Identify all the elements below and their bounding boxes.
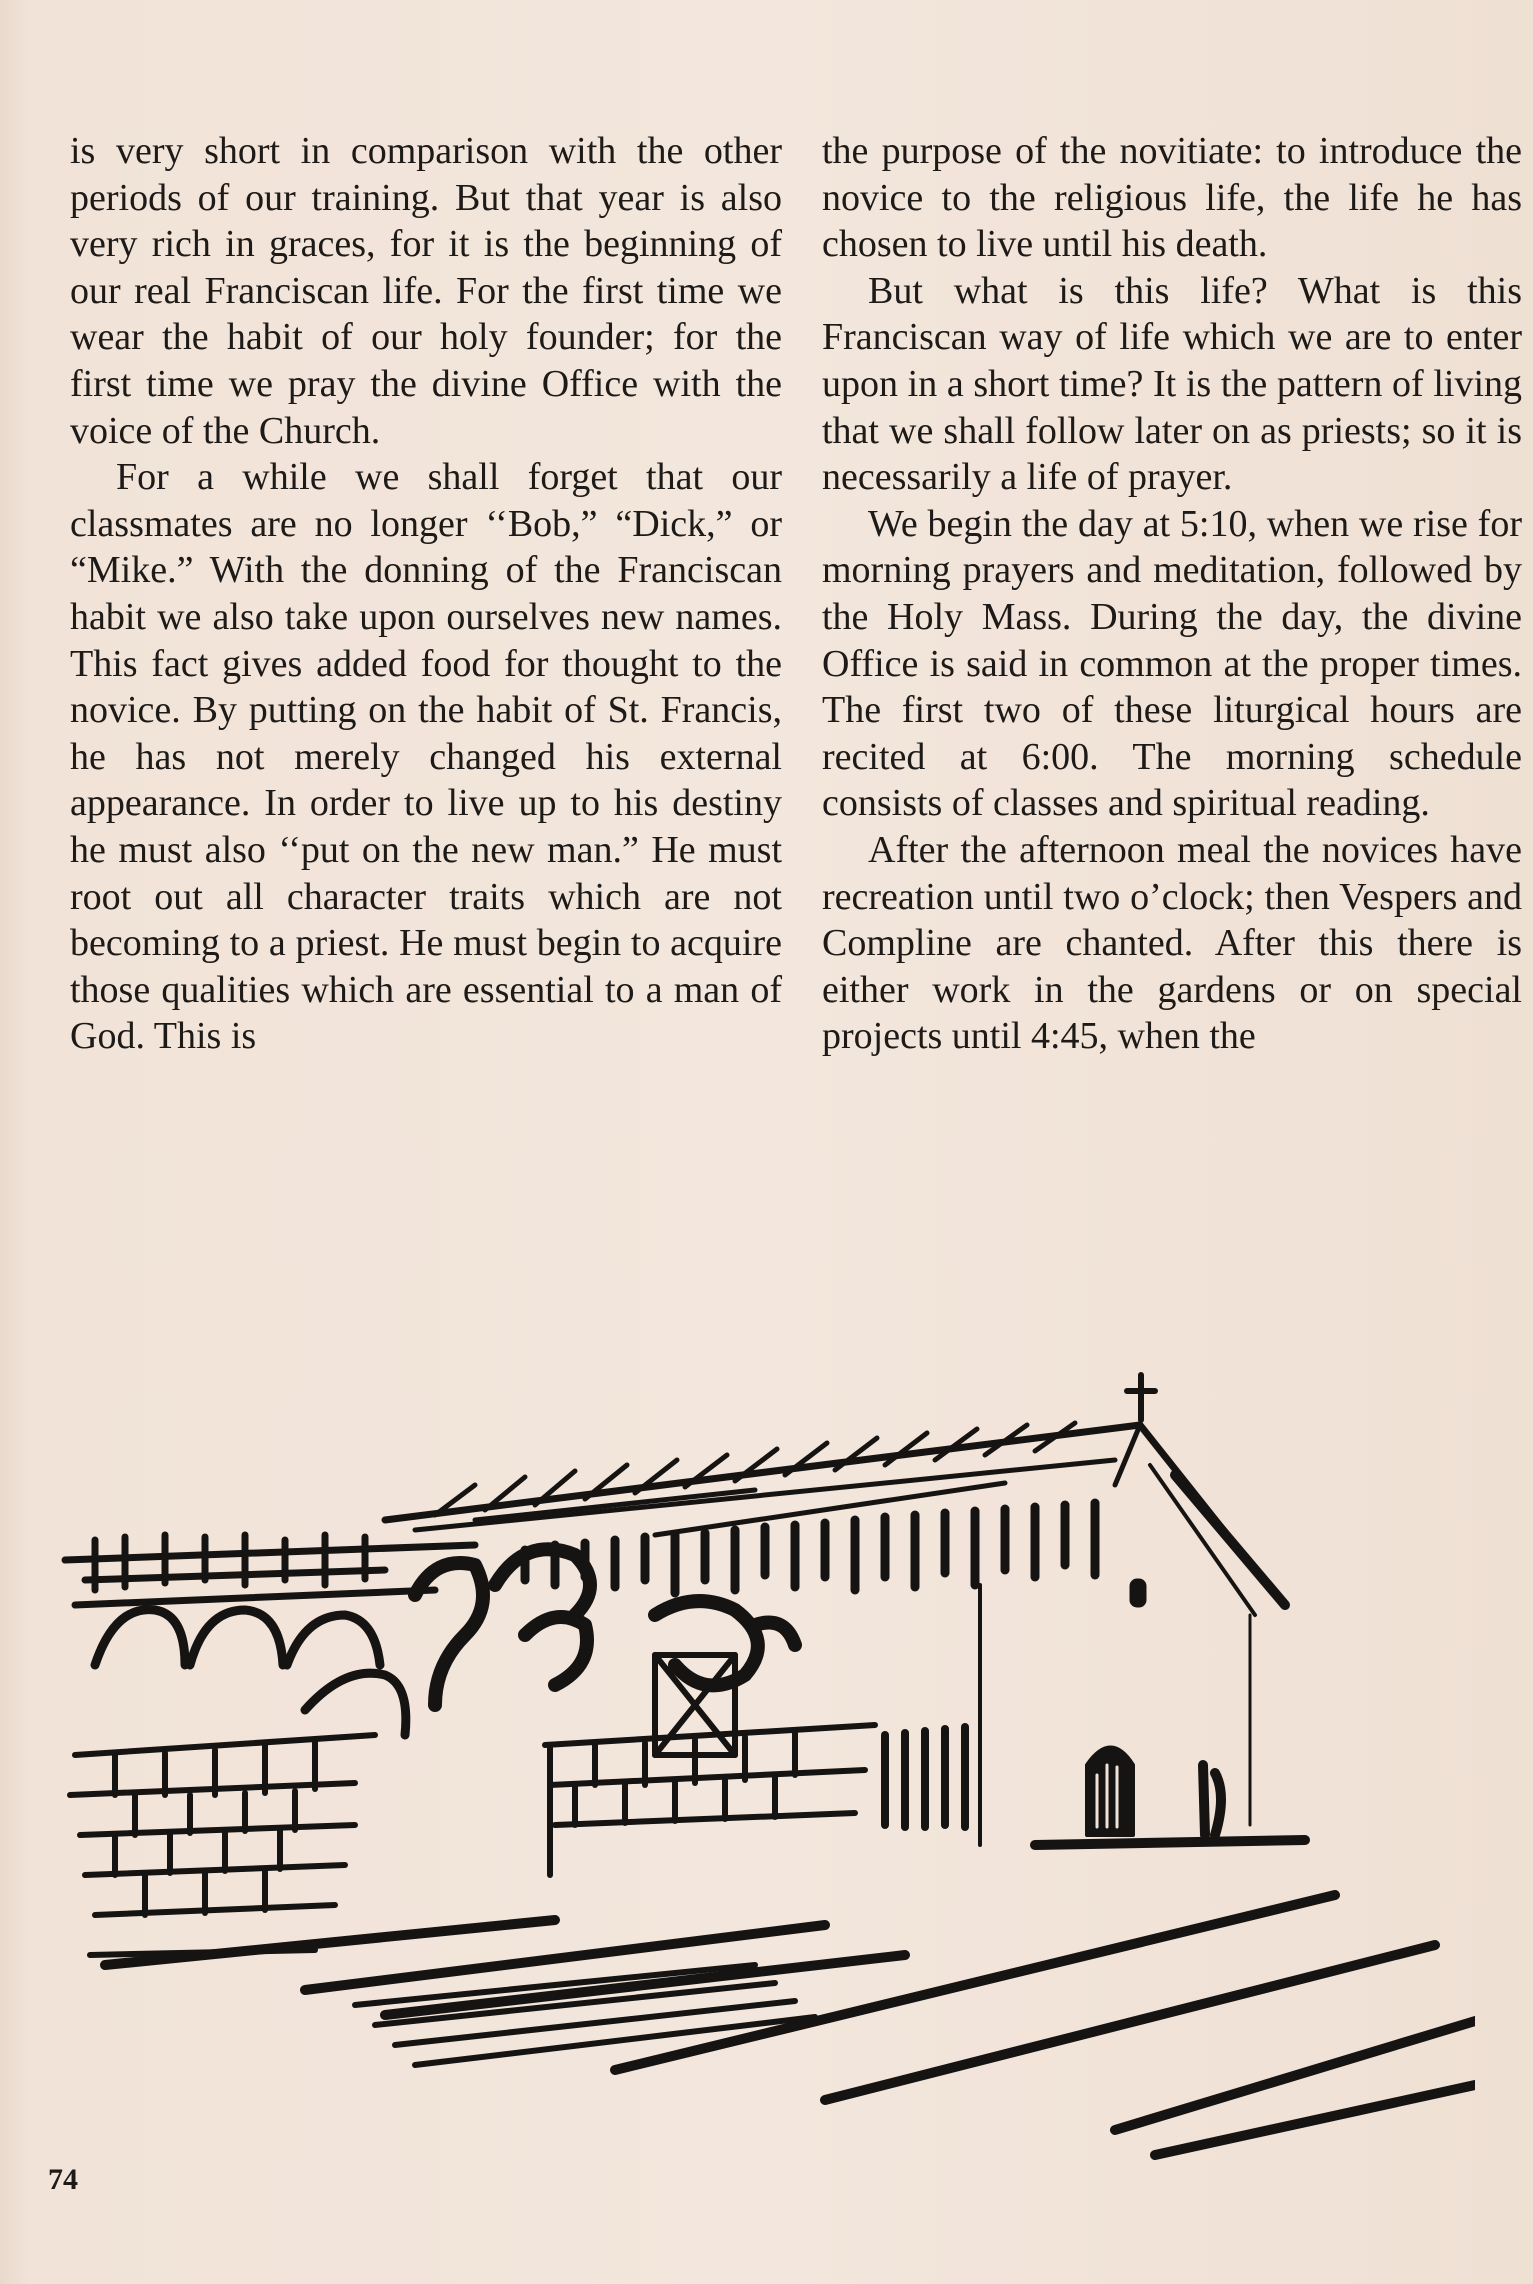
paragraph: After the afternoon meal the novices have recreation until two o’clock; then Vespers and Compline are chanted. After this there is either work in the gardens or on special projects until 4:45, when the (822, 828, 1522, 1058)
mission-church-illustration (55, 1365, 1475, 2165)
paragraph: We begin the day at 5:10, when we rise for morning prayers and meditation, followed by the Holy Mass. During the day, the divine Office is said in common at the proper times. The first two of these liturgical hours are recited at 6:00. The morning schedule consists of classes and spiritual reading. (822, 502, 1522, 825)
ground-strokes (105, 1840, 1475, 2155)
church-door (1087, 1748, 1133, 1836)
fence (885, 1727, 965, 1827)
colonnade-arches (95, 1610, 406, 1735)
paragraph: But what is this life? What is this Franciscan way of life which we are to enter upon in a short time? It is the pattern of living that we shall follow later on as priests; so it is necessarily a life of prayer. (822, 269, 1522, 499)
church-window (1131, 1580, 1145, 1606)
figure-silhouette (1203, 1765, 1221, 1835)
roof-tiles (415, 1423, 1115, 1535)
eave-shadows (525, 1503, 1095, 1593)
left-text-column (70, 128, 782, 1060)
cross-mark (1127, 1375, 1155, 1420)
paragraph: is very short in comparison with the other periods of our training. But that year is also very rich in graces, for it is the beginning of our real Franciscan life. For the first time we wear the habit of our holy founder; for the first time we pray the divine Office with the voice of the Church. (70, 130, 782, 452)
right-text-column (822, 128, 1522, 1060)
paragraph: For a while we shall forget that our classmates are no longer ‘‘Bob,” “Dick,” or “Mike.” With the donning of the Franciscan habit we also take upon ourselves new names. This fact gives added food for thought to the novice. By putting on the habit of St. Francis, he has not merely changed his external appearance. In order to live up to his destiny he must also ‘‘put on the new man.” He must root out all character traits which are not becoming to a priest. He must begin to acquire those qualities which are essential to a man of God. This is (70, 456, 782, 1058)
stone-wall (70, 1725, 875, 1955)
paragraph: the purpose of the novitiate: to introduce the novice to the religious life, the life he has chosen to live until his death. (822, 130, 1522, 266)
page-number: 74 (48, 2163, 78, 2196)
gable-edge (1175, 1475, 1285, 1605)
